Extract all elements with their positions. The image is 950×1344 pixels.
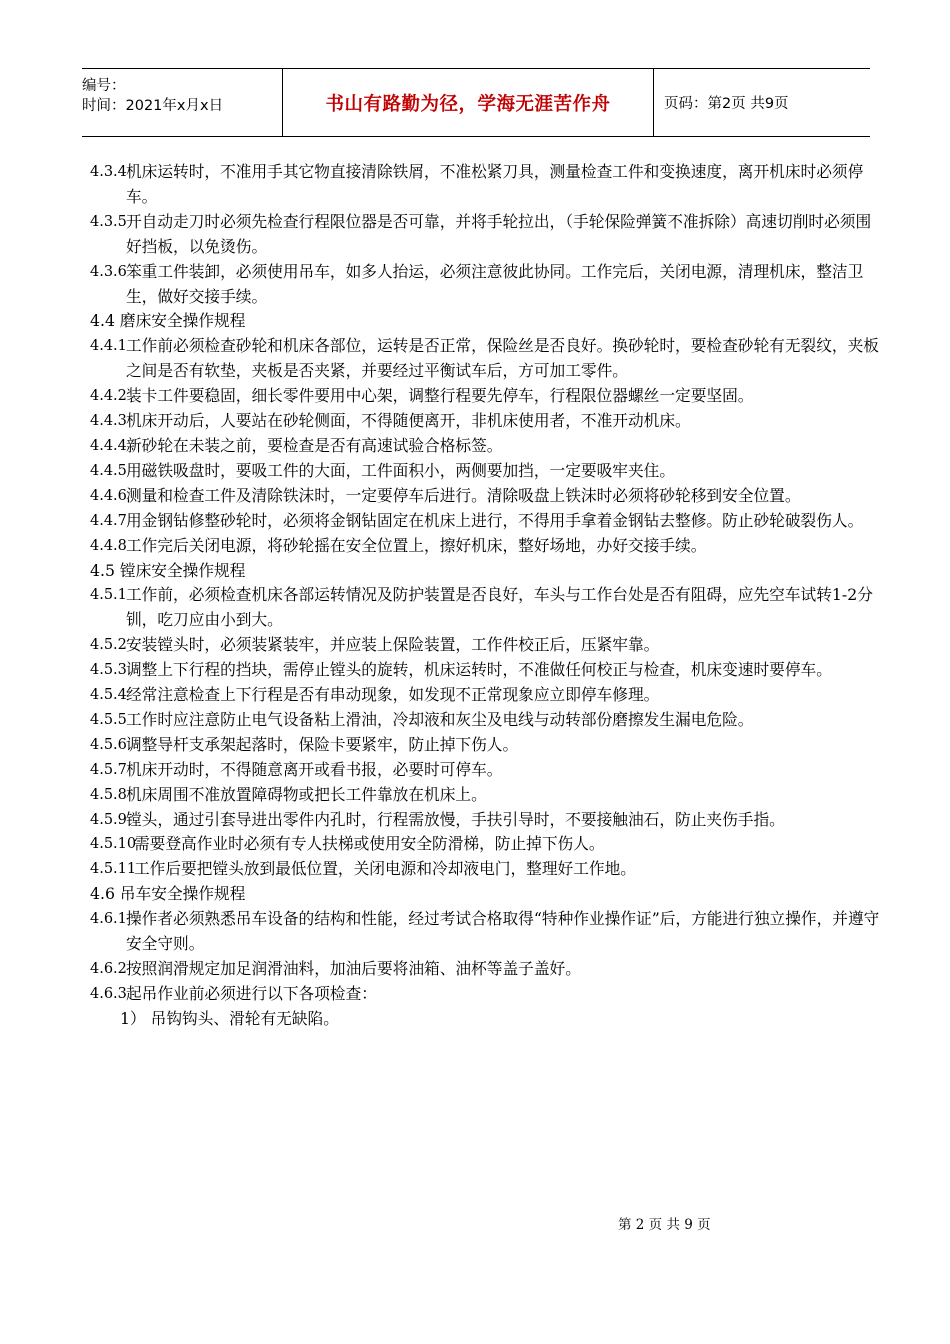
numbered-paragraph bbox=[90, 534, 880, 559]
paragraph-text: 调整上下行程的挡块，需停止镗头的旋转，机床运转时，不准做任何校正与检查，机床变速时要停车。 bbox=[126, 660, 832, 680]
paragraph-number: 4.3.5 bbox=[90, 213, 127, 230]
numbered-paragraph bbox=[90, 733, 880, 758]
list-item: 1） 吊钩钩头、滑轮有无缺陷。 bbox=[120, 1008, 339, 1028]
paragraph-number: 4.4.7 bbox=[90, 512, 127, 529]
header-left-cell bbox=[82, 69, 282, 136]
numbered-paragraph bbox=[90, 484, 880, 509]
numbered-paragraph bbox=[90, 434, 880, 459]
paragraph-number: 4.4.1 bbox=[90, 338, 127, 355]
numbered-paragraph bbox=[90, 783, 880, 808]
paragraph-number: 4.6.3 bbox=[90, 985, 127, 1002]
paragraph-number: 4.4.5 bbox=[90, 462, 127, 479]
paragraph-text: 测量和检查工件及清除铁沫时，一定要停车后进行。清除吸盘上铁沫时必须将砂轮移到安全位置。 bbox=[126, 485, 801, 505]
numbered-paragraph bbox=[90, 260, 880, 310]
numbered-paragraph bbox=[90, 210, 880, 260]
numbered-paragraph bbox=[90, 808, 880, 833]
paragraph-number: 4.6.2 bbox=[90, 961, 127, 977]
paragraph-text: 工作后要把镗头放到最低位置，关闭电源和冷却液电门，整理好工作地。 bbox=[134, 859, 636, 879]
paragraph-text: 操作者必须熟悉吊车设备的结构和性能，经过考试合格取得“特种作业操作证”后，方能进行独立操作，并遵守安全守则。 bbox=[126, 909, 880, 954]
paragraph-number: 4.5.4 bbox=[90, 687, 127, 704]
page-footer: 第 2 页 共 9 页 bbox=[618, 1217, 711, 1233]
paragraph-text: 机床周围不准放置障碍物或把长工件靠放在机床上。 bbox=[126, 784, 487, 804]
paragraph-number: 4.6.1 bbox=[90, 911, 127, 928]
paragraph-number: 4.5.7 bbox=[90, 761, 127, 778]
numbered-paragraph bbox=[90, 957, 880, 982]
page-header bbox=[82, 68, 870, 137]
paragraph-text: 新砂轮在未装之前，要检查是否有高速试验合格标签。 bbox=[126, 435, 503, 455]
numbered-paragraph bbox=[90, 334, 880, 384]
paragraph-text: 笨重工件装卸，必须使用吊车，如多人抬运，必须注意彼此协同。工作完后，关闭电源，清理机床，整洁卫生，做好交接手续。 bbox=[126, 261, 864, 306]
paragraph-text: 调整导杆支承架起落时，保险卡要紧牢，防止掉下伤人。 bbox=[126, 734, 519, 754]
paragraph-text: 按照润滑规定加足润滑油料，加油后要将油箱、油杯等盖子盖好。 bbox=[126, 959, 581, 978]
document-date-label: 时间：2021年x月x日 bbox=[82, 98, 224, 114]
paragraph-text: 机床运转时，不准用手其它物直接清除铁屑，不准松紧刀具，测量检查工件和变换速度，离开机床时必须停车。 bbox=[126, 162, 864, 206]
numbered-paragraph bbox=[90, 160, 880, 210]
document-number-label: 编号： bbox=[82, 78, 126, 94]
paragraph-number: 4.4.4 bbox=[90, 437, 127, 454]
paragraph-text: 装卡工件要稳固，细长零件要用中心架，调整行程要先停车，行程限位器螺丝一定要坚固。 bbox=[126, 386, 754, 406]
paragraph-text: 机床开动后，人要站在砂轮侧面，不得随便离开，非机床使用者，不准开动机床。 bbox=[126, 411, 691, 431]
paragraph-text: 机床开动时，不得随意离开或看书报，必要时可停车。 bbox=[126, 759, 503, 779]
paragraph-text: 安装镗头时，必须装紧装牢，并应装上保险装置，工作件校正后，压紧牢靠。 bbox=[126, 635, 660, 655]
section-heading: 4.4 磨床安全操作规程 bbox=[90, 311, 246, 331]
numbered-paragraph bbox=[90, 832, 880, 857]
paragraph-text: 工作前，必须检查机床各部运转情况及防护装置是否良好，车头与工作台处是否有阻碍，应先空车试转1-2分钏，吃刀应由小到大。 bbox=[126, 585, 873, 630]
numbered-paragraph bbox=[90, 384, 880, 409]
numbered-paragraph bbox=[90, 509, 880, 534]
paragraph-text: 工作时应注意防止电气设备粘上滑油，冷却液和灰尘及电线与动转部份磨擦发生漏电危险。 bbox=[126, 709, 754, 729]
paragraph-text: 需要登高作业时必须有专人扶梯或使用安全防滑梯，防止掉下伤人。 bbox=[134, 834, 605, 854]
paragraph-text: 用金钢钻修整砂轮时，必须将金钢钻固定在机床上进行，不得用手拿着金钢钻去整修。防止砂轮破裂伤人。 bbox=[126, 510, 864, 530]
numbered-paragraph bbox=[90, 982, 880, 1007]
paragraph-text: 用磁铁吸盘时，要吸工件的大面，工件面积小，两侧要加挡，一定要吸牢夹住。 bbox=[126, 460, 676, 480]
document-body bbox=[90, 160, 880, 1032]
paragraph-number: 4.3.4 bbox=[90, 164, 127, 180]
paragraph-number: 4.5.3 bbox=[90, 662, 127, 679]
paragraph-number: 4.5.2 bbox=[90, 637, 127, 654]
numbered-paragraph bbox=[90, 907, 880, 957]
header-page-label: 页码：第2页 共9页 bbox=[664, 96, 789, 112]
paragraph-number: 4.3.6 bbox=[90, 263, 127, 280]
numbered-paragraph bbox=[90, 658, 880, 683]
numbered-paragraph bbox=[90, 857, 880, 882]
paragraph-number: 4.5.5 bbox=[90, 711, 127, 728]
paragraph-text: 工作完后关闭电源，将砂轮摇在安全位置上，擦好机床，整好场地，办好交接手续。 bbox=[126, 535, 707, 555]
paragraph-text: 工作前必须检查砂轮和机床各部位，运转是否正常，保险丝是否良好。换砂轮时，要检查砂轮有无裂纹，夹板之间是否有软垫，夹板是否夹紧，并要经过平衡试车后，方可加工零件。 bbox=[126, 336, 879, 381]
paragraph-number: 4.5.10 bbox=[90, 836, 137, 853]
numbered-paragraph bbox=[90, 683, 880, 708]
paragraph-number: 4.4.2 bbox=[90, 388, 127, 405]
section-heading: 4.6 吊车安全操作规程 bbox=[90, 884, 246, 904]
paragraph-text: 经常注意检查上下行程是否有串动现象，如发现不正常现象应立即停车修理。 bbox=[126, 685, 660, 705]
paragraph-text: 起吊作业前必须进行以下各项检查： bbox=[126, 983, 377, 1003]
header-motto: 书山有路勤为径，学海无涯苦作舟 bbox=[282, 69, 654, 136]
numbered-paragraph bbox=[90, 409, 880, 434]
paragraph-number: 4.5.9 bbox=[90, 811, 127, 828]
numbered-paragraph bbox=[90, 633, 880, 658]
numbered-paragraph bbox=[90, 708, 880, 733]
numbered-paragraph bbox=[90, 459, 880, 484]
paragraph-number: 4.5.8 bbox=[90, 786, 127, 803]
paragraph-text: 开自动走刀时必须先检查行程限位器是否可靠，并将手轮拉出，（手轮保险弹簧不准拆除）高速切削时必须围好挡板，以免烫伤。 bbox=[126, 211, 872, 256]
paragraph-text: 镗头，通过引套导进出零件内孔时，行程需放慢，手扶引导时，不要接触油石，防止夹伤手指。 bbox=[126, 809, 785, 829]
numbered-paragraph bbox=[90, 583, 880, 633]
numbered-paragraph bbox=[90, 758, 880, 783]
paragraph-number: 4.5.11 bbox=[90, 861, 137, 878]
paragraph-number: 4.5.1 bbox=[90, 587, 127, 604]
paragraph-number: 4.4.3 bbox=[90, 413, 127, 430]
paragraph-number: 4.4.8 bbox=[90, 537, 127, 554]
paragraph-number: 4.4.6 bbox=[90, 487, 127, 504]
section-heading: 4.5 镗床安全操作规程 bbox=[90, 560, 246, 580]
paragraph-number: 4.5.6 bbox=[90, 736, 127, 753]
